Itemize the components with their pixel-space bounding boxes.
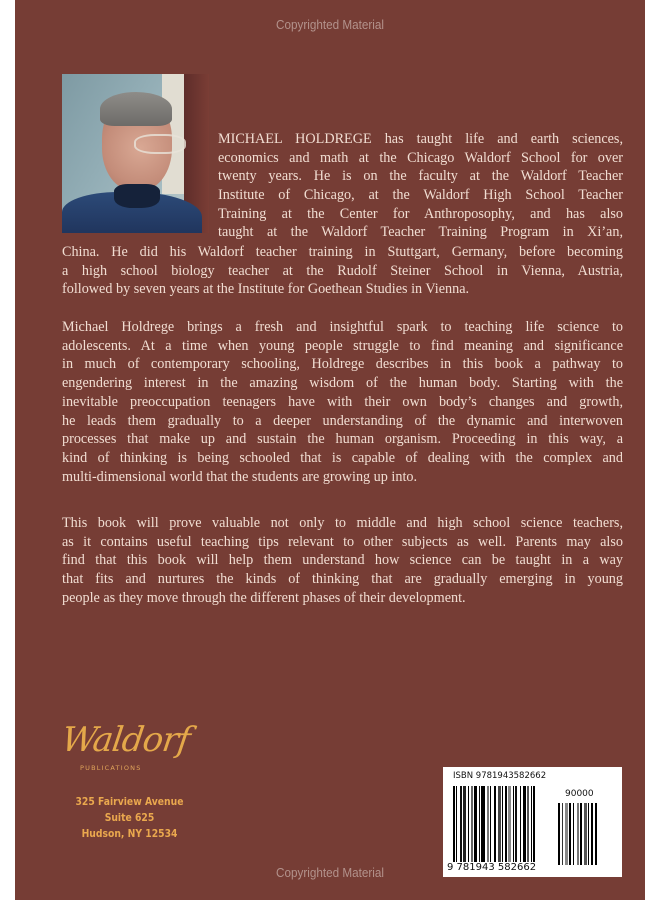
isbn-label: ISBN 9781943582662 <box>453 771 547 781</box>
description-line: inevitable preoccupation teenagers have with their own body’s changes and growth, <box>62 393 623 410</box>
copyright-watermark-top: Copyrighted Material <box>276 17 384 32</box>
description-line: in much of contemporary schooling, Holdrege describes in this book a pathway to <box>62 356 623 373</box>
value-line: as it contains useful teaching tips relevant to other subjects as well. Parents may also <box>62 533 623 550</box>
bio-line: taught at the Waldorf Teacher Training Program in Xi’an, <box>218 224 623 240</box>
description-line: Michael Holdrege brings a fresh and insightful spark to teaching life science to <box>62 319 623 335</box>
value-line: people as they move through the different phases of their development. <box>62 589 466 606</box>
logo-wordmark: Waldorf <box>59 720 193 760</box>
logo-subtitle: PUBLICATIONS <box>80 764 142 772</box>
barcode-human-readable: 9 781943 582662 <box>447 862 537 873</box>
bio-line: Institute of Chicago, at the Waldorf High School Teacher <box>218 187 623 204</box>
bio-line: Training at the Center for Anthroposophy, and has also <box>218 205 623 222</box>
description-line: multi-dimensional world that the students are growing up into. <box>62 468 418 485</box>
value-line: that fits and nurtures the kinds of thinking that are gradually emerging in young <box>62 571 623 588</box>
photo-author-collar <box>114 184 160 208</box>
barcode-bars-main <box>453 786 559 863</box>
bio-line: MICHAEL HOLDREGE has taught life and earth sciences, <box>218 131 623 147</box>
copyright-watermark-bottom: Copyrighted Material <box>276 865 384 880</box>
author-photo <box>62 74 209 233</box>
author-bio-full-width <box>62 243 623 299</box>
isbn-barcode <box>443 767 622 877</box>
value-statement <box>62 514 623 608</box>
bio-line: China. He did his Waldorf teacher training in Stuttgart, Germany, before becoming <box>62 244 623 260</box>
waldorf-publications-logo <box>59 720 193 782</box>
barcode-bars-addon <box>558 803 606 865</box>
description-line: adolescents. At a time when young people struggle to find meaning and significance <box>62 337 623 354</box>
description-line: he leads them gradually to a deeper understanding of the dynamic and interwoven <box>62 412 623 429</box>
barcode-addon-number: 90000 <box>565 789 594 799</box>
publisher-address <box>70 794 189 842</box>
author-bio-beside-photo-last <box>218 223 623 242</box>
book-back-cover <box>15 0 645 900</box>
value-line: This book will prove valuable not only to middle and high school science teachers, <box>62 515 623 531</box>
bio-line: economics and math at the Chicago Waldorf School for over <box>218 149 623 166</box>
address-street: 325 Fairview Avenue <box>75 796 184 808</box>
address-city: Hudson, NY 12534 <box>81 828 178 840</box>
description-line: processes that make up and sustain the human organism. Proceeding in this way, a <box>62 431 623 448</box>
description-line: engendering interest in the amazing wisdom of the human body. Starting with the <box>62 375 623 392</box>
bio-line: a high school biology teacher at the Rudolf Steiner School in Vienna, Austria, <box>62 262 623 279</box>
bio-line: followed by seven years at the Institute for Goethean Studies in Vienna. <box>62 281 470 298</box>
address-suite: Suite 625 <box>104 812 155 824</box>
photo-author-glasses <box>134 134 186 154</box>
description-line: kind of thinking is being schooled that is capable of dealing with the complex and <box>62 449 623 466</box>
value-line: find that this book will help them understand how science can be taught in a way <box>62 552 623 569</box>
bio-line: twenty years. He is on the faculty at the Waldorf Teacher <box>218 168 623 185</box>
book-description <box>62 318 623 486</box>
author-bio-beside-photo <box>218 130 623 224</box>
photo-author-hair <box>100 92 172 126</box>
